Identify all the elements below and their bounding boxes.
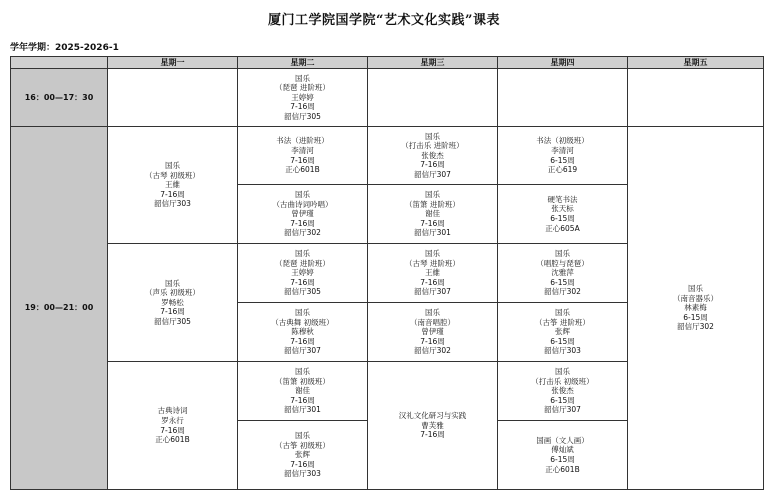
course-info	[628, 284, 763, 332]
course-line: 正心601B	[545, 464, 580, 474]
course-line: 国乐	[555, 367, 570, 377]
course-line: 韶信厅305	[284, 287, 321, 297]
course-cell[interactable]	[498, 185, 628, 244]
course-line: 国乐	[295, 431, 310, 441]
course-cell[interactable]	[108, 362, 238, 490]
course-line: 韶信厅302	[544, 287, 581, 297]
course-line: 7-16周	[290, 155, 315, 165]
course-line: 7-16周	[420, 218, 445, 228]
course-cell[interactable]	[368, 127, 498, 185]
course-cell[interactable]	[628, 127, 764, 490]
course-line: 7-16周	[420, 430, 445, 440]
course-cell[interactable]	[238, 244, 368, 303]
course-line: 韶信厅307	[414, 287, 451, 297]
course-cell[interactable]	[108, 127, 238, 244]
course-line: 6-15周	[550, 277, 575, 287]
course-info	[238, 74, 367, 122]
course-line: 7-16周	[160, 425, 185, 435]
course-line: 曾伊瑾	[421, 327, 444, 337]
course-line: 国画（文人画）	[536, 435, 589, 445]
day-header-fri: 星期五	[628, 57, 764, 69]
course-line: 7-16周	[290, 336, 315, 346]
course-info	[108, 161, 237, 209]
course-cell[interactable]	[498, 362, 628, 421]
course-info	[368, 249, 497, 297]
course-cell[interactable]	[238, 185, 368, 244]
course-line: （古典舞 初级班）	[271, 317, 334, 327]
course-info	[498, 136, 627, 174]
course-line: （古筝 进阶班）	[535, 317, 590, 327]
course-line: 李清河	[551, 145, 574, 155]
course-info	[108, 279, 237, 327]
course-line: 韶信厅302	[414, 346, 451, 356]
course-line: 6-15周	[550, 214, 575, 223]
course-line: （打击乐 进阶班）	[401, 141, 464, 151]
course-info	[498, 249, 627, 297]
course-line: 书法（进阶班）	[276, 136, 329, 146]
course-line: 国乐	[555, 249, 570, 259]
course-line: 6-15周	[550, 336, 575, 346]
course-line: 硬笔书法	[547, 194, 578, 204]
course-line: 国乐	[165, 278, 180, 288]
course-line: （南音唱腔）	[410, 317, 455, 327]
course-line: 韶信厅307	[414, 169, 451, 179]
course-line: （琵琶 进阶班）	[275, 83, 330, 93]
course-cell[interactable]	[238, 69, 368, 127]
course-line: 国乐	[295, 308, 310, 318]
course-line: 王維	[165, 180, 180, 190]
course-line: 张俊杰	[551, 386, 574, 396]
course-info	[238, 249, 367, 297]
course-line: 罗永行	[161, 415, 184, 425]
course-line: 国乐	[425, 190, 440, 200]
course-line: 国乐	[165, 161, 180, 171]
course-line: 古典诗词	[157, 406, 188, 416]
course-line: 7-16周	[420, 336, 445, 346]
course-line: 国乐	[425, 131, 440, 141]
empty-cell	[108, 69, 238, 127]
course-line: 国乐	[425, 308, 440, 318]
course-line: （琵琶 进阶班）	[275, 258, 330, 268]
course-line: 王婷婷	[291, 268, 314, 278]
course-cell[interactable]	[238, 127, 368, 185]
course-line: 张俊杰	[421, 150, 444, 160]
course-info	[238, 190, 367, 238]
time-slot-afternoon: 16：00—17：30	[11, 69, 108, 127]
course-line: 正心601B	[155, 435, 190, 445]
course-line: 6-15周	[550, 155, 575, 165]
course-line: 韶信厅305	[154, 316, 191, 326]
course-line: 陈穆秋	[291, 327, 314, 337]
course-info	[498, 436, 627, 474]
course-cell[interactable]	[238, 362, 368, 421]
course-line: （南音器乐）	[673, 293, 718, 303]
course-cell[interactable]	[368, 303, 498, 362]
course-line: （古琴 初级班）	[145, 170, 200, 180]
course-line: 7-16周	[290, 459, 315, 469]
course-line: 书法（初级班）	[536, 136, 589, 146]
course-line: 谢佳	[295, 386, 310, 396]
course-line: （唱腔与琵琶）	[536, 258, 589, 268]
course-line: 韶信厅303	[284, 469, 321, 479]
course-info	[238, 431, 367, 479]
course-line: 王婷婷	[291, 92, 314, 102]
course-line: 6-15周	[550, 455, 575, 464]
course-line: 张辉	[555, 327, 570, 337]
course-info	[238, 308, 367, 356]
course-line: （古筝 初级班）	[275, 440, 330, 450]
course-line: 国乐	[555, 308, 570, 318]
course-line: 韶信厅302	[284, 228, 321, 238]
course-cell[interactable]	[368, 244, 498, 303]
course-cell[interactable]	[368, 185, 498, 244]
course-line: 7-16周	[290, 218, 315, 228]
day-header-mon: 星期一	[108, 57, 238, 69]
course-info	[498, 367, 627, 415]
page-title: 厦门工学院国学院“艺术文化实践”课表	[268, 13, 500, 28]
empty-cell	[368, 69, 498, 127]
course-line: 汉礼文化研习与实践	[398, 411, 467, 421]
course-line: 韶信厅301	[284, 405, 321, 415]
empty-cell	[628, 69, 764, 127]
course-line: 7-16周	[420, 160, 445, 170]
course-info	[368, 190, 497, 238]
course-line: 沈雅萍	[551, 268, 574, 278]
course-line: 韶信厅305	[284, 111, 321, 121]
day-header-thu: 星期四	[498, 57, 628, 69]
course-cell[interactable]	[238, 421, 368, 490]
course-line: 7-16周	[160, 189, 185, 199]
time-slot-evening: 19：00—21：00	[11, 127, 108, 490]
course-cell[interactable]	[498, 127, 628, 185]
course-line: 张天标	[551, 204, 574, 214]
course-line: 7-16周	[420, 277, 445, 287]
course-line: 张辉	[295, 450, 310, 460]
course-line: 韶信厅307	[544, 405, 581, 415]
day-header-wed: 星期三	[368, 57, 498, 69]
course-info	[368, 308, 497, 356]
course-info	[368, 411, 497, 440]
course-cell[interactable]	[498, 303, 628, 362]
course-line: 罗畅松	[161, 297, 184, 307]
course-line: 7-16周	[290, 277, 315, 287]
course-line: 6-15周	[683, 312, 708, 322]
course-line: 李清河	[291, 145, 314, 155]
course-line: 7-16周	[160, 307, 185, 317]
course-line: 谢佳	[425, 209, 440, 219]
course-line: 国乐	[688, 284, 703, 294]
timetable	[10, 56, 764, 490]
course-line: 韶信厅303	[544, 346, 581, 356]
course-line: （打击乐 初级班）	[531, 376, 594, 386]
course-cell[interactable]	[238, 303, 368, 362]
course-info	[108, 406, 237, 444]
empty-cell	[498, 69, 628, 127]
course-line: （笛箫 进阶班）	[405, 199, 460, 209]
course-info	[238, 367, 367, 415]
course-line: 韶信厅303	[154, 199, 191, 209]
course-cell[interactable]	[368, 362, 498, 490]
course-line: 曾伊瑾	[291, 209, 314, 219]
course-line: 7-16周	[290, 102, 315, 112]
course-line: （古曲诗词吟唱）	[272, 199, 333, 209]
course-cell[interactable]	[498, 421, 628, 490]
course-cell[interactable]	[498, 244, 628, 303]
course-line: 曹芙雅	[421, 420, 444, 430]
course-info	[498, 308, 627, 356]
course-line: 国乐	[295, 190, 310, 200]
day-header-tue: 星期二	[238, 57, 368, 69]
course-line: （古琴 进阶班）	[405, 258, 460, 268]
course-cell[interactable]	[108, 244, 238, 362]
course-line: 傅灿斌	[551, 445, 574, 455]
course-line: 国乐	[295, 249, 310, 259]
course-info	[368, 132, 497, 180]
course-line: （笛箫 初级班）	[275, 376, 330, 386]
term-label: 学年学期：2025-2026-1	[10, 43, 119, 53]
course-line: 韶信厅307	[284, 346, 321, 356]
course-line: 韶信厅302	[677, 322, 714, 332]
course-line: 国乐	[425, 249, 440, 259]
course-line: 韶信厅301	[414, 228, 451, 238]
course-line: 国乐	[295, 73, 310, 83]
header-row	[11, 57, 764, 69]
course-line: 6-15周	[550, 395, 575, 405]
course-info	[498, 195, 627, 233]
course-line: 国乐	[295, 367, 310, 377]
course-line: 正心605A	[545, 223, 580, 233]
course-line: 7-16周	[290, 395, 315, 405]
corner-header	[11, 57, 108, 69]
course-info	[238, 136, 367, 174]
course-line: （声乐 初级班）	[145, 288, 200, 298]
course-line: 正心601B	[285, 165, 320, 175]
course-line: 王維	[425, 268, 440, 278]
course-line: 林素梅	[684, 303, 707, 313]
course-line: 正心619	[547, 165, 578, 175]
